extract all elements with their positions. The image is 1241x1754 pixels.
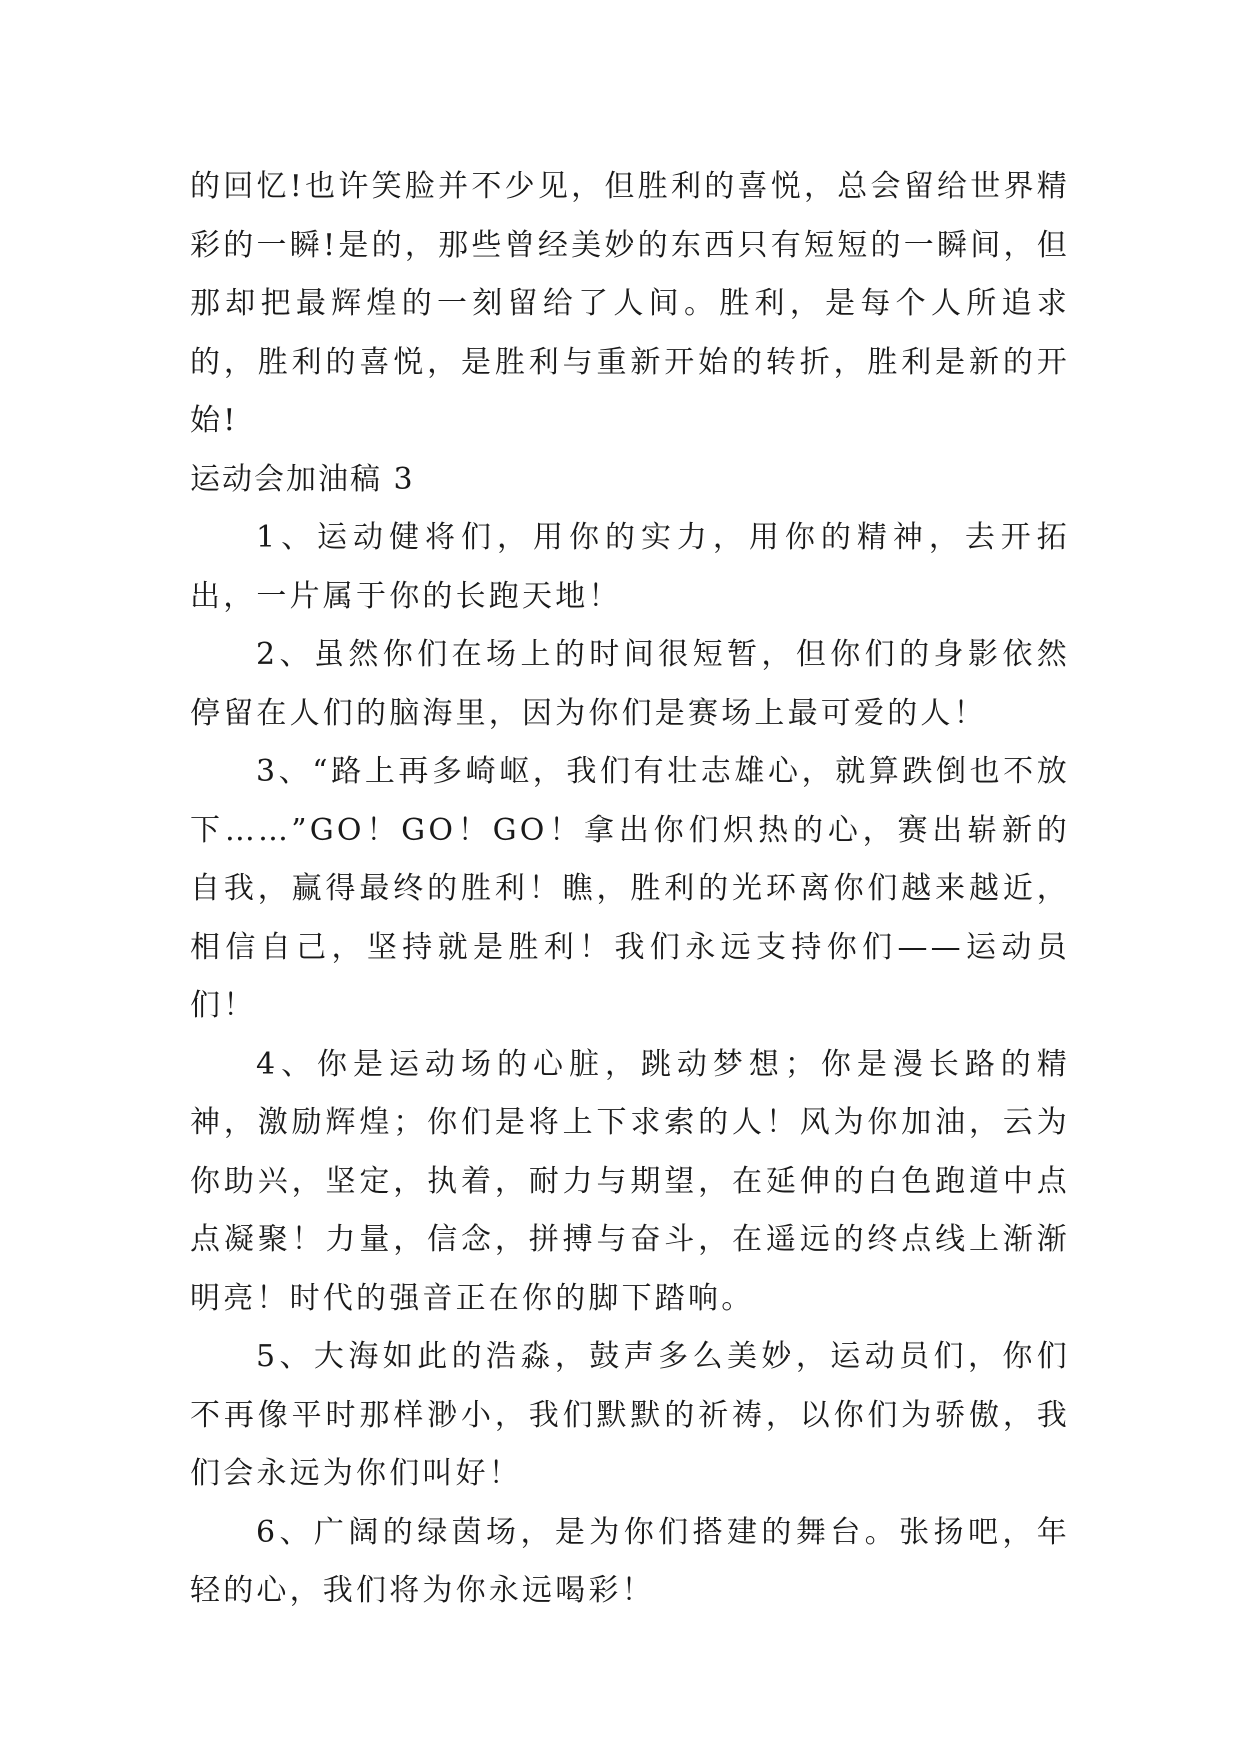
intro-paragraph: 的回忆!也许笑脸并不少见，但胜利的喜悦，总会留给世界精彩的一瞬!是的，那些曾经美妙的东西只有短短的一瞬间，但那却把最辉煌的一刻留给了人间。胜利，是每个人所追求的，胜利的喜悦，是胜利与重新开始的转折，胜利是新的开始!	[190, 169, 1070, 438]
cheer-item-3: 3、“路上再多崎岖，我们有壮志雄心，就算跌倒也不放下……”GO！GO！GO！拿出你们炽热的心，赛出崭新的自我，赢得最终的胜利！瞧，胜利的光环离你们越来越近，相信自己，坚持就是胜利！我们永远支持你们——运动员们！	[190, 754, 1070, 1023]
cheer-item-1: 1、运动健将们，用你的实力，用你的精神，去开拓出，一片属于你的长跑天地！	[190, 520, 1070, 614]
section-title: 运动会加油稿 3	[190, 461, 415, 497]
document-body	[190, 158, 1070, 1621]
cheer-item-6: 6、广阔的绿茵场，是为你们搭建的舞台。张扬吧，年轻的心，我们将为你永远喝彩！	[190, 1514, 1070, 1608]
cheer-item-4: 4、你是运动场的心脏，跳动梦想；你是漫长路的精神，激励辉煌；你们是将上下求索的人！风为你加油，云为你助兴，坚定，执着，耐力与期望，在延伸的白色跑道中点点凝聚！力量，信念，拼搏与奋斗，在遥远的终点线上渐渐明亮！时代的强音正在你的脚下踏响。	[190, 1046, 1070, 1316]
cheer-item-5: 5、大海如此的浩淼，鼓声多么美妙，运动员们，你们不再像平时那样渺小，我们默默的祈祷，以你们为骄傲，我们会永远为你们叫好！	[190, 1339, 1070, 1491]
cheer-item-2: 2、虽然你们在场上的时间很短暂，但你们的身影依然停留在人们的脑海里，因为你们是赛场上最可爱的人！	[190, 637, 1070, 731]
